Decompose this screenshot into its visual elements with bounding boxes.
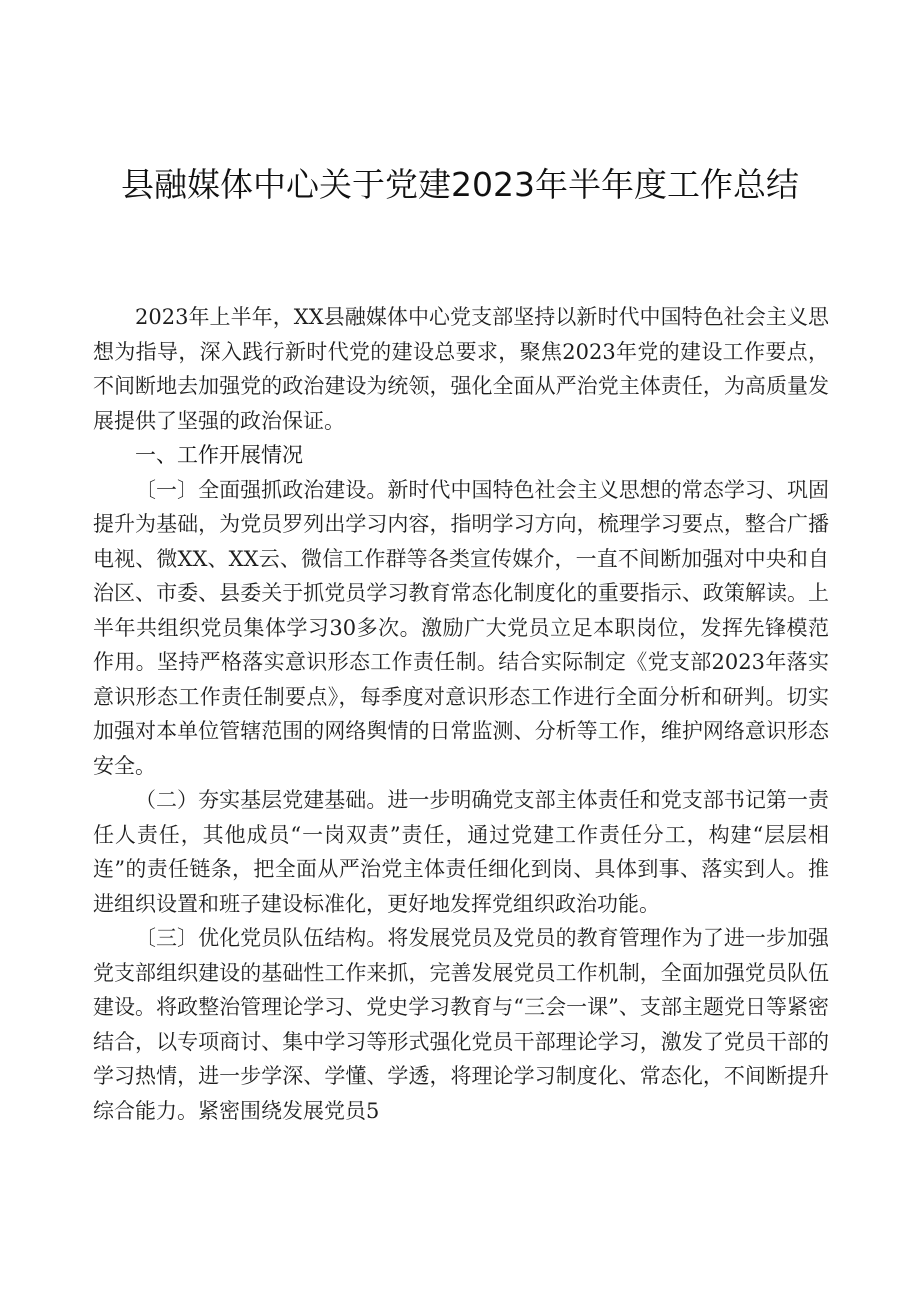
item-2-paragraph: （二）夯实基层党建基础。进一步明确党支部主体责任和党支部书记第一责任人责任，其他成员“一岗双责”责任，通过党建工作责任分工，构建“层层相连”的责任链条，把全面从严治党主体责任细化到岗、具体到事、落实到人。推进组织设置和班子建设标准化，更好地发挥党组织政治功能。 <box>93 788 829 916</box>
document-title: 县融媒体中心关于党建2023年半年度工作总结 <box>121 165 799 204</box>
section-heading: 一、工作开展情况 <box>135 443 303 467</box>
item-1-paragraph: 〔一〕全面强抓政治建设。新时代中国特色社会主义思想的常态学习、巩固提升为基础，为党员罗列出学习内容，指明学习方向，梳理学习要点，整合广播电视、微XX、XX云、微信工作群等各类宣传媒介，一直不间断加强对中央和自治区、市委、县委关于抓党员学习教育常态化制度化的重要指示、政策解读。上半年共组织党员集体学习30多次。激励广大党员立足本职岗位，发挥先锋模范作用。坚持严格落实意识形态工作责任制。结合实际制定《党支部2023年落实意识形态工作责任制要点》，每季度对意识形态工作进行全面分析和研判。切实加强对本单位管辖范围的网络舆情的日常监测、分析等工作，维护网络意识形态安全。 <box>93 477 829 778</box>
document-body <box>93 300 829 1128</box>
intro-paragraph: 2023年上半年，XX县融媒体中心党支部坚持以新时代中国特色社会主义思想为指导，深入践行新时代党的建设总要求，聚焦2023年党的建设工作要点，不间断地去加强党的政治建设为统领，强化全面从严治党主体责任，为高质量发展提供了坚强的政治保证。 <box>93 305 829 433</box>
item-3-paragraph: 〔三〕优化党员队伍结构。将发展党员及党员的教育管理作为了进一步加强党支部组织建设的基础性工作来抓，完善发展党员工作机制，全面加强党员队伍建设。将政整治管理论学习、党史学习教育与“三会一课”、支部主题党日等紧密结合，以专项商讨、集中学习等形式强化党员干部理论学习，激发了党员干部的学习热情，进一步学深、学懂、学透，将理论学习制度化、常态化，不间断提升综合能力。紧密围绕发展党员5 <box>93 926 829 1123</box>
